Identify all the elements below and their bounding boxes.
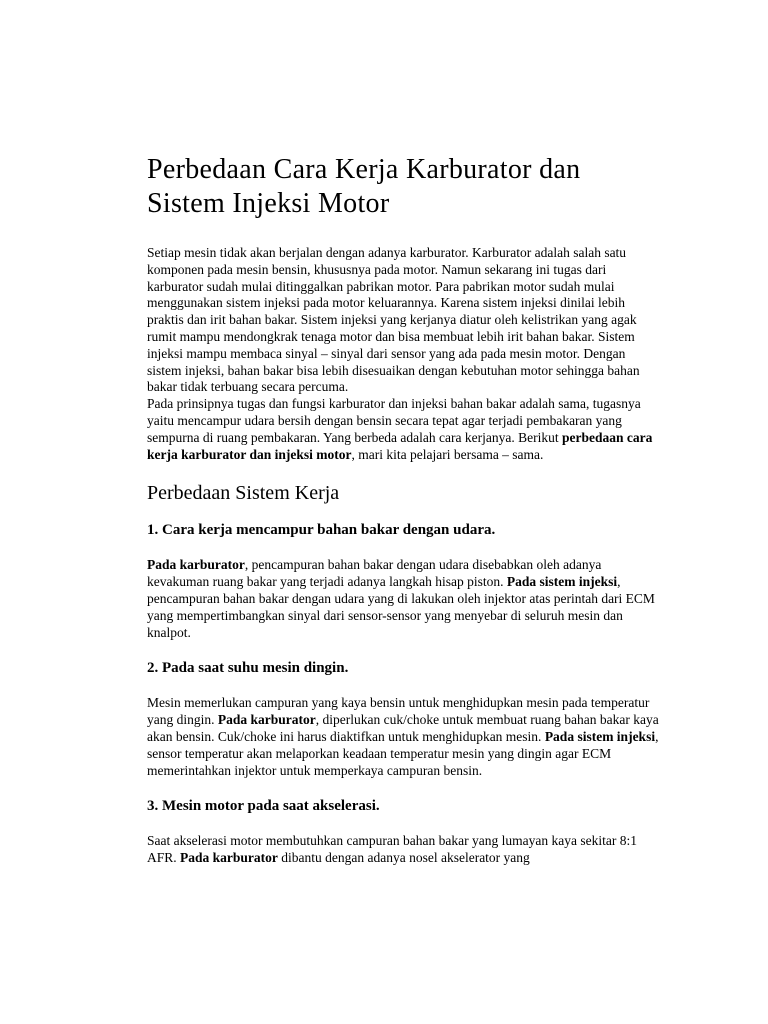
intro-emphasis: perbedaan cara kerja karburator dan injeksi motor xyxy=(147,429,653,462)
section-heading: Perbedaan Sistem Kerja xyxy=(147,482,340,505)
item-heading-1: 1. Cara kerja mencampur bahan bakar dengan udara. xyxy=(147,522,496,539)
item-heading-3: 3. Mesin motor pada saat akselerasi. xyxy=(147,798,380,815)
item-paragraph-2: Mesin memerlukan campuran yang kaya bensin untuk menghidupkan mesin pada temperatur yang dingin. Pada karburator, diperlukan cuk/choke untuk membuat ruang bahan bakar kaya akan bensin. Cuk/choke ini harus diaktifkan untuk menghidupkan mesin. Pada sistem injeksi, sensor temperatur akan melaporkan keadaan temperatur mesin yang dingin agar ECM memerintahkan injektor untuk memperkaya campuran bensin. xyxy=(147,695,659,778)
intro-paragraph-1: Setiap mesin tidak akan berjalan dengan adanya karburator. Karburator adalah salah satu komponen pada mesin bensin, khususnya pada motor. Namun sekarang ini tugas dari karburator sudah mulai ditinggalkan pabrikan motor. Para pabrikan motor sudah mulai menggunakan sistem injeksi pada motor keluarannya. Karena sistem injeksi dinilai lebih praktis dan irit bahan bakar. Sistem injeksi yang kerjanya diatur oleh kelistrikan yang agak rumit mampu mendongkrak tenaga motor dan bisa membuat lebih irit bahan bakar. Sistem injeksi mampu membaca sinyal – sinyal dari sensor yang ada pada mesin motor. Dengan sistem injeksi, bahan bakar bisa lebih disesuaikan dengan kebutuhan motor sehingga bahan bakar tidak terbuang secara percuma. xyxy=(147,245,640,395)
article-body xyxy=(147,153,662,867)
page-title: Perbedaan Cara Kerja Karburator dan Sistem Injeksi Motor xyxy=(147,154,581,219)
intro-paragraph-2: Pada prinsipnya tugas dan fungsi karburator dan injeksi bahan bakar adalah sama, tugasnya yaitu mencampur udara bersih dengan bensin secara tepat agar terjadi pembakaran yang sempurna di ruang pembakaran. Yang berbeda adalah cara kerjanya. Berikut perbedaan cara kerja karburator dan injeksi motor, mari kita pelajari bersama – sama. xyxy=(147,396,653,462)
item-paragraph-3: Saat akselerasi motor membutuhkan campuran bahan bakar yang lumayan kaya sekitar 8:1 AFR. Pada karburator dibantu dengan adanya nosel akselerator yang xyxy=(147,833,637,866)
item-heading-2: 2. Pada saat suhu mesin dingin. xyxy=(147,660,349,677)
item-paragraph-1: Pada karburator, pencampuran bahan bakar dengan udara disebabkan oleh adanya kevakuman ruang bakar yang terjadi adanya langkah hisap piston. Pada sistem injeksi, pencampuran bahan bakar dengan udara yang di lakukan oleh injektor atas perintah dari ECM yang mempertimbangkan sinyal dari sensor-sensor yang menyebar di seluruh mesin dan knalpot. xyxy=(147,557,655,640)
